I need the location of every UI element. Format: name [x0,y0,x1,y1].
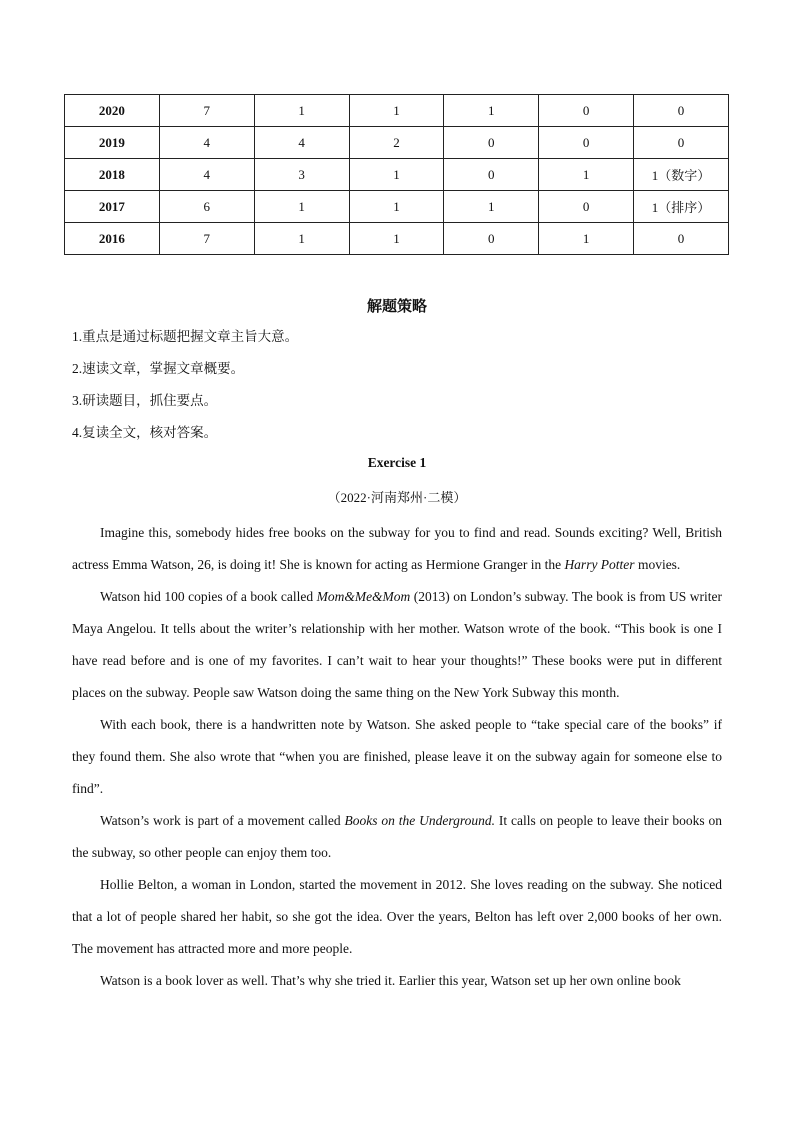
paragraph-1 [72,517,722,581]
table-cell: 7 [159,223,254,255]
text: It calls on people to leave their books on the subway, so other people can enjoy them too. [72,813,722,860]
text: movies. [634,557,681,572]
table-cell: 0 [539,127,634,159]
table-row [65,95,729,127]
table-cell: 1（数字） [634,159,729,191]
table-cell: 0 [539,95,634,127]
table-cell: 1 [254,191,349,223]
strategy-list [72,326,298,454]
reading-passage [72,517,722,997]
year-cell: 2017 [65,191,160,223]
table-cell: 1 [254,223,349,255]
year-cell: 2020 [65,95,160,127]
table-cell: 7 [159,95,254,127]
table-row [65,159,729,191]
book-title: Mom&Me&Mom [316,589,411,604]
table-cell: 1 [539,159,634,191]
table-cell: 0 [539,191,634,223]
table-body [65,95,729,255]
paragraph-4 [72,805,722,869]
table-cell: 1 [349,223,444,255]
table-cell: 1（排序） [634,191,729,223]
table-cell: 1 [539,223,634,255]
paragraph-3: With each book, there is a handwritten note by Watson. She asked people to “take special care of the books” if they found them. She also wrote that “when you are finished, please leave it on the subway again for someone else to find”. [72,717,722,796]
year-cell: 2019 [65,127,160,159]
strategy-item: 3.研读题目，抓住要点。 [72,393,218,408]
exercise-title: Exercise 1 [367,455,427,470]
book-title: Harry Potter [564,557,635,572]
paragraph-6: Watson is a book lover as well. That’s why she tried it. Earlier this year, Watson set up her own online book [100,973,681,988]
year-cell: 2016 [65,223,160,255]
table-row [65,191,729,223]
text: Watson’s work is part of a movement called [100,813,345,828]
table-cell: 0 [634,223,729,255]
table-cell: 0 [634,127,729,159]
exercise-source: （2022·河南郑州·二模） [327,490,467,505]
strategy-heading: 解题策略 [366,299,427,315]
table-cell: 0 [444,127,539,159]
text: (2013) on London’s subway. The book is from US writer Maya Angelou. It tells about the writer’s relationship with her mother. Watson wrote of the book. “This book is one I have read before and is one of my favorites. I can’t wait to hear your thoughts!” These books were put in different places on the subway. People saw Watson doing the same thing on the New York Subway this month. [72,589,722,700]
table-cell: 2 [349,127,444,159]
paragraph-2 [72,581,722,709]
table-cell: 6 [159,191,254,223]
table-cell: 1 [444,95,539,127]
table-cell: 1 [349,95,444,127]
table-row [65,127,729,159]
table-cell: 1 [254,95,349,127]
year-cell: 2018 [65,159,160,191]
table-cell: 1 [349,191,444,223]
table-cell: 4 [254,127,349,159]
table-cell: 1 [349,159,444,191]
statistics-table [64,94,729,255]
strategy-item: 2.速读文章，掌握文章概要。 [72,361,245,376]
table-cell: 4 [159,159,254,191]
table-cell: 4 [159,127,254,159]
table-cell: 1 [444,191,539,223]
strategy-item: 4.复读全文，核对答案。 [72,425,218,440]
movement-name: Books on the Underground. [344,813,496,828]
table-cell: 0 [634,95,729,127]
table-row [65,223,729,255]
strategy-item: 1.重点是通过标题把握文章主旨大意。 [72,329,299,344]
table-cell: 0 [444,159,539,191]
table-cell: 0 [444,223,539,255]
text: Watson hid 100 copies of a book called [100,589,317,604]
paragraph-5: Hollie Belton, a woman in London, started the movement in 2012. She loves reading on the subway. She noticed that a lot of people shared her habit, so she got the idea. Over the years, Belton has left over 2,000 books of her own. The movement has attracted more and more people. [72,877,722,956]
table-cell: 3 [254,159,349,191]
text: Imagine this, somebody hides free books on the subway for you to find and read. Sounds exciting? Well, British actress Emma Watson, 26, is doing it! She is known for acting as Hermione Granger in the [72,525,722,572]
